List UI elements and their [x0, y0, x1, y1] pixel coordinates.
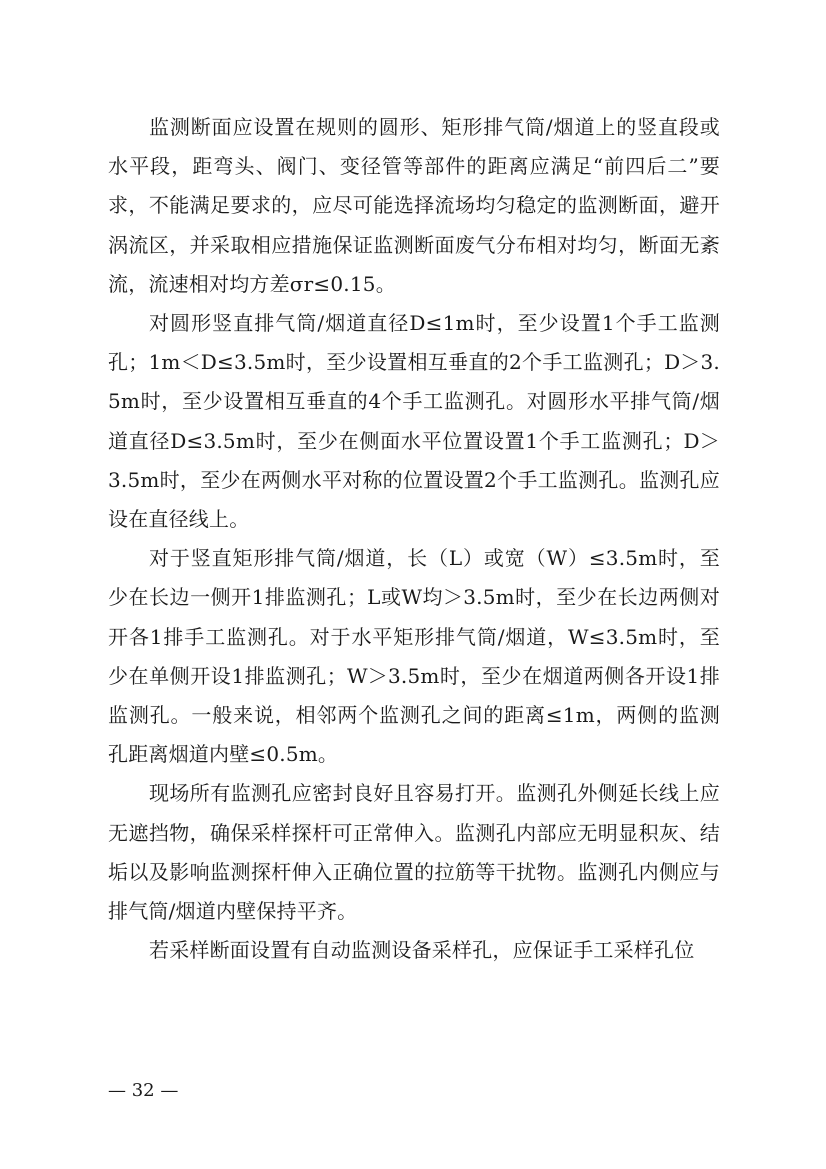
document-body: [108, 108, 720, 970]
paragraph-hole-sealing: 现场所有监测孔应密封良好且容易打开。监测孔外侧延长线上应无遮挡物，确保采样探杆可正常伸入。监测孔内部应无明显积灰、结垢以及影响监测探杆伸入正确位置的拉筋等干扰物。监测孔内侧应与排气筒/烟道内壁保持平齐。: [108, 781, 720, 924]
paragraph-rectangular-ducts: 对于竖直矩形排气筒/烟道，长（L）或宽（W）≤3.5m时，至少在长边一侧开1排监测孔；L或W均＞3.5m时，至少在长边两侧对开各1排手工监测孔。对于水平矩形排气筒/烟道，W≤3.5m时，至少在单侧开设1排监测孔；W＞3.5m时，至少在烟道两侧各开设1排监测孔。一般来说，相邻两个监测孔之间的距离≤1m，两侧的监测孔距离烟道内壁≤0.5m。: [108, 546, 720, 767]
paragraph-auto-sampling: 若采样断面设置有自动监测设备采样孔，应保证手工采样孔位: [149, 938, 695, 963]
paragraph-monitoring-section: 监测断面应设置在规则的圆形、矩形排气筒/烟道上的竖直段或水平段，距弯头、阀门、变径管等部件的距离应满足“前四后二”要求，不能满足要求的，应尽可能选择流场均匀稳定的监测断面，避开涡流区，并采取相应措施保证监测断面废气分布相对均匀，断面无紊流，流速相对均方差σr≤0.15。: [108, 115, 720, 296]
paragraph-circular-ducts: 对圆形竖直排气筒/烟道直径D≤1m时，至少设置1个手工监测孔；1m＜D≤3.5m时，至少设置相互垂直的2个手工监测孔；D＞3.5m时，至少设置相互垂直的4个手工监测孔。对圆形水平排气筒/烟道直径D≤3.5m时，至少在侧面水平位置设置1个手工监测孔；D＞3.5m时，至少在两侧水平对称的位置设置2个手工监测孔。监测孔应设在直径线上。: [108, 311, 720, 532]
page-number: — 32 —: [108, 1080, 179, 1101]
